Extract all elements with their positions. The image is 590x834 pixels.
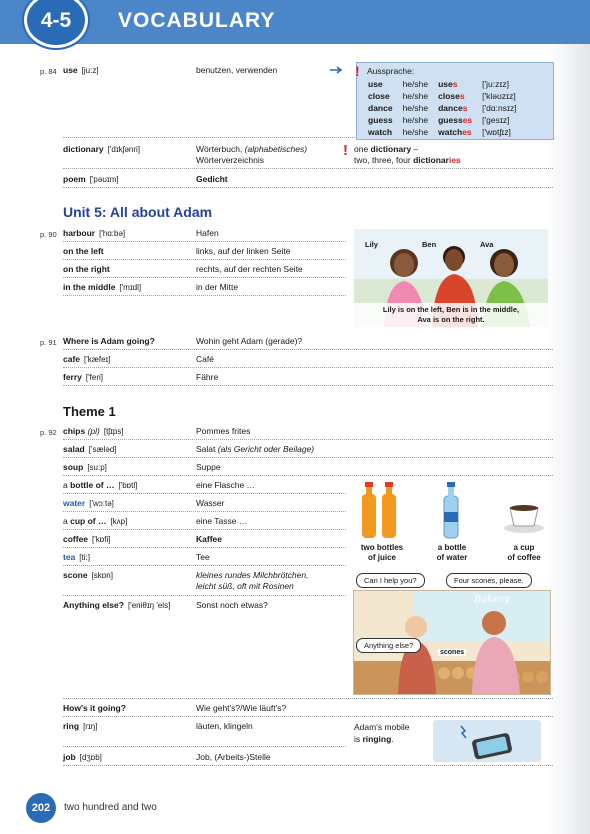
translation-anything-else: Sonst noch etwas? <box>196 600 268 610</box>
base-verb: close <box>368 91 390 101</box>
pronoun: he/she <box>402 127 429 137</box>
translation-hows-it-going: Wie geht's?/Wie läuft's? <box>196 703 287 713</box>
translation-use: benutzen, verwenden <box>196 65 278 75</box>
caption-water: a bottle of water <box>436 543 468 562</box>
exclamation-icon: ! <box>343 142 348 159</box>
third-person-form: closes <box>438 91 465 101</box>
translation-water: Wasser <box>196 498 225 508</box>
pronunciation-row <box>363 102 522 114</box>
caption-coffee: a cup of coffee <box>507 543 541 562</box>
translation-tea: Tee <box>196 552 210 562</box>
speech-bubble-anything-else: Anything else? <box>356 638 421 653</box>
section-title: VOCABULARY <box>118 9 276 32</box>
entry-ferry: ferry ['feri] <box>63 372 103 382</box>
row-divider <box>63 439 553 440</box>
arrow-right-icon <box>330 66 344 74</box>
entry-harbour: harbour ['hɑ:bə] <box>63 228 126 238</box>
row-divider <box>63 698 553 699</box>
speech-bubble-scones: Four scones, please. <box>446 573 532 588</box>
row-divider <box>63 457 553 458</box>
plural-note: one dictionary – two, three, four dictionaries <box>354 144 461 165</box>
phone-icon <box>433 720 541 762</box>
translation-dictionary: Wörterbuch, (alphabetisches) Wörterverzeichnis <box>196 144 308 165</box>
drinks-illustration <box>356 478 550 542</box>
phonetic: ['wɒtʃɪz] <box>482 127 511 137</box>
entry-hows-it-going: How's it going? <box>63 703 126 713</box>
translation-job: Job, (Arbeits-)Stelle <box>196 752 271 762</box>
row-divider <box>63 259 346 260</box>
coffee-cup-image <box>504 505 544 533</box>
row-divider <box>63 511 346 512</box>
photo-caption: Lily is on the left, Ben is in the middle, Ava is on the right. <box>354 303 548 327</box>
exclamation-icon: ! <box>355 63 360 79</box>
row-divider <box>63 475 553 476</box>
entry-dictionary: dictionary ['dɪkʃənri] <box>63 144 141 154</box>
speech-bubble-help: Can I help you? <box>356 573 425 588</box>
juice-bottles-image <box>362 482 396 538</box>
entry-soup: soup [su:p] <box>63 462 107 472</box>
page-ref: p. 84 <box>40 67 57 76</box>
translation-soup: Suppe <box>196 462 221 472</box>
page-ref: p. 91 <box>40 338 57 347</box>
entry-on-the-left: on the left <box>63 246 104 256</box>
row-divider <box>63 349 553 350</box>
box-title: Aussprache: <box>367 66 415 76</box>
translation-coffee: Kaffee <box>196 534 222 544</box>
label-ava: Ava <box>480 240 494 249</box>
page-edge-shade <box>548 0 590 834</box>
pronunciation-table <box>363 78 522 138</box>
entry-anything-else: Anything else? ['eniθɪŋ 'els] <box>63 600 171 610</box>
pronunciation-box <box>356 62 554 140</box>
pronoun: he/she <box>402 91 429 101</box>
pronoun: he/she <box>402 115 429 125</box>
base-verb: dance <box>368 103 393 113</box>
row-divider <box>63 367 553 368</box>
entry-chips: chips (pl) [tʃɪps] <box>63 426 124 436</box>
caption-juice: two bottles of juice <box>360 543 404 562</box>
base-verb: watch <box>368 127 393 137</box>
label-lily: Lily <box>365 240 378 249</box>
row-divider <box>63 595 346 596</box>
row-divider <box>63 187 553 188</box>
theme-heading: Theme 1 <box>63 404 116 419</box>
entry-poem: poem ['pəʊɪm] <box>63 174 119 184</box>
water-bottle-image <box>444 482 458 538</box>
base-verb: use <box>368 79 383 89</box>
row-divider <box>63 565 346 566</box>
children-photo <box>354 229 548 327</box>
bakery-sign: Bakery <box>474 594 510 605</box>
translation-in-the-middle: in der Mitte <box>196 282 239 292</box>
entry-water: water ['wɔ:tə] <box>63 498 114 508</box>
label-ben: Ben <box>422 240 437 249</box>
pronunciation-row <box>363 114 522 126</box>
entry-use: use [ju:z] <box>63 65 99 75</box>
third-person-form: guesses <box>438 115 473 125</box>
page-ref: p. 92 <box>40 428 57 437</box>
pronoun: he/she <box>402 79 429 89</box>
entry-coffee: coffee ['kɒfi] <box>63 534 111 544</box>
translation-where-is-adam-going: Wohin geht Adam (gerade)? <box>196 336 303 346</box>
pronunciation-row <box>363 90 522 102</box>
pronunciation-row <box>363 126 522 138</box>
entry-ring: ring [rɪŋ] <box>63 721 98 731</box>
translation-scone: kleines rundes Milchbrötchen, leicht süß, oft mit Rosinen <box>196 570 309 591</box>
row-divider <box>63 295 346 296</box>
translation-on-the-left: links, auf der linken Seite <box>196 246 291 256</box>
entry-bottle-of: a bottle of … ['bɒtl] <box>63 480 138 490</box>
translation-salad: Salat (als Gericht oder Beilage) <box>196 444 315 454</box>
pronunciation-row <box>363 78 522 90</box>
chapter-badge: 4-5 <box>24 0 88 48</box>
row-divider <box>63 168 553 169</box>
base-verb: guess <box>368 115 393 125</box>
translation-harbour: Hafen <box>196 228 219 238</box>
phonetic: ['dɑ:nsɪz] <box>482 103 517 113</box>
entry-in-the-middle: in the middle ['mɪdl] <box>63 282 142 292</box>
page-number-words: two hundred and two <box>64 802 157 813</box>
row-divider <box>63 493 346 494</box>
third-person-form: dances <box>438 103 468 113</box>
header-bar <box>0 0 590 44</box>
mobile-note: Adam's mobile is ringing. <box>354 722 410 744</box>
translation-ferry: Fähre <box>196 372 219 382</box>
translation-chips: Pommes frites <box>196 426 251 436</box>
scones-label: scones <box>440 649 465 656</box>
row-divider <box>63 547 346 548</box>
entry-salad: salad ['sæləd] <box>63 444 117 454</box>
pronoun: he/she <box>402 103 429 113</box>
row-divider <box>63 746 346 747</box>
row-divider <box>63 385 553 386</box>
phonetic: ['gesɪz] <box>482 115 510 125</box>
translation-cafe: Café <box>196 354 214 364</box>
translation-ring: läuten, klingeln <box>196 721 253 731</box>
entry-scone: scone [skɒn] <box>63 570 113 580</box>
entry-cup-of: a cup of … [kʌp] <box>63 516 128 526</box>
translation-bottle-of: eine Flasche … <box>196 480 256 490</box>
row-divider <box>63 716 553 717</box>
translation-poem: Gedicht <box>196 174 228 184</box>
entry-where-is-adam-going: Where is Adam going? <box>63 336 155 346</box>
phonetic: ['kləʊzɪz] <box>482 91 516 101</box>
ringing-phone-image <box>433 720 541 762</box>
row-divider <box>63 277 346 278</box>
phonetic: ['ju:zɪz] <box>482 79 510 89</box>
entry-on-the-right: on the right <box>63 264 110 274</box>
entry-cafe: cafe ['kæfeɪ] <box>63 354 111 364</box>
translation-cup-of: eine Tasse … <box>196 516 248 526</box>
row-divider <box>63 765 553 766</box>
page-number: 202 <box>26 793 56 823</box>
third-person-form: watches <box>438 127 472 137</box>
entry-job: job [dʒɒb] <box>63 752 102 762</box>
row-divider <box>63 529 346 530</box>
third-person-form: uses <box>438 79 458 89</box>
translation-on-the-right: rechts, auf der rechten Seite <box>196 264 303 274</box>
unit-heading: Unit 5: All about Adam <box>63 204 213 220</box>
page-ref: p. 90 <box>40 230 57 239</box>
row-divider <box>63 241 346 242</box>
entry-tea: tea [ti:] <box>63 552 90 562</box>
